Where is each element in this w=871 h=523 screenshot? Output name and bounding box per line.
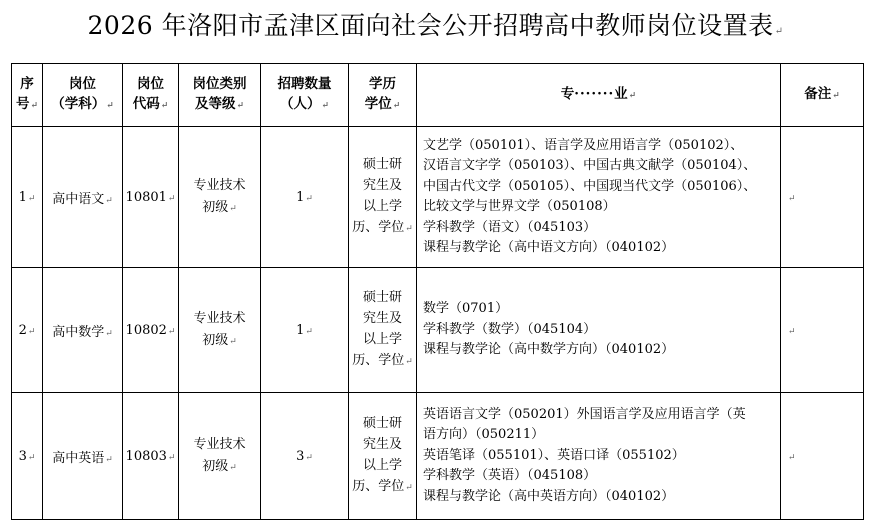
post-cell: 高中语文↵ — [43, 127, 123, 268]
note-cell: ↵ — [781, 268, 864, 393]
major-line: 数学（0701） — [423, 301, 509, 317]
major-line: 课程与教学论（高中英语方向）（040102） — [423, 488, 675, 504]
header-note: 备注↵ — [781, 64, 864, 127]
major-line: 英语笔译（055101）、英语口译（055102） — [423, 447, 685, 463]
major-line: 比较文学与世界文学（050108） — [423, 199, 616, 214]
header-row — [12, 64, 864, 127]
major-line: 中国古代文学（050105）、中国现当代文学（050106）、 — [423, 178, 757, 194]
count-cell: 1↵ — [261, 127, 349, 268]
major-line: 汉语言文字学（050103）、中国古典文献学（050104）、 — [423, 158, 757, 173]
header-education: 学历 学位↵ — [349, 64, 417, 127]
major-line: 语方向）（050211） — [423, 427, 545, 443]
education-cell: 硕士研 究生及 以上学 历、学位↵ — [349, 268, 417, 393]
table-row — [12, 393, 864, 520]
page-title: 2026 年洛阳市孟津区面向社会公开招聘高中教师岗位设置表↵ — [87, 11, 784, 40]
major-cell — [417, 127, 781, 268]
count-cell: 1↵ — [261, 268, 349, 393]
major-line: 学科教学（数学）（045104） — [423, 321, 597, 337]
header-post: 岗位 （学科）↵ — [43, 64, 123, 127]
note-cell: ↵ — [781, 127, 864, 268]
major-line: 学科教学（英语）（045108） — [423, 468, 597, 484]
category-cell: 专业技术 初级↵ — [179, 268, 261, 393]
seq-cell: 3↵ — [12, 393, 43, 520]
category-cell: 专业技术 初级↵ — [179, 127, 261, 268]
seq-cell: 1↵ — [12, 127, 43, 268]
code-cell: 10802↵ — [123, 268, 179, 393]
major-cell — [417, 393, 781, 520]
header-count: 招聘数量 （人）↵ — [261, 64, 349, 127]
code-cell: 10803↵ — [123, 393, 179, 520]
education-cell: 硕士研 究生及 以上学 历、学位↵ — [349, 393, 417, 520]
note-cell: ↵ — [781, 393, 864, 520]
header-code: 岗位 代码↵ — [123, 64, 179, 127]
position-table — [11, 63, 864, 520]
major-cell — [417, 268, 781, 393]
major-line: 文艺学（050101）、语言学及应用语言学（050102）、 — [423, 137, 744, 153]
major-line: 学科教学（语文）（045103） — [423, 219, 597, 235]
header-category: 岗位类别 及等级↵ — [179, 64, 261, 127]
education-cell: 硕士研 究生及 以上学 历、学位↵ — [349, 127, 417, 268]
header-major: 专·······业↵ — [417, 64, 781, 127]
table-row — [12, 268, 864, 393]
header-seq: 序 号↵ — [12, 64, 43, 127]
paragraph-mark-icon: ↵ — [774, 26, 784, 37]
major-line: 英语语言文学（050201）外国语言学及应用语言学（英 — [423, 406, 746, 422]
seq-cell: 2↵ — [12, 268, 43, 393]
code-cell: 10801↵ — [123, 127, 179, 268]
table-row — [12, 127, 864, 268]
post-cell: 高中数学↵ — [43, 268, 123, 393]
major-line: 课程与教学论（高中语文方向）（040102） — [423, 240, 675, 255]
post-cell: 高中英语↵ — [43, 393, 123, 520]
count-cell: 3↵ — [261, 393, 349, 520]
major-line: 课程与教学论（高中数学方向）（040102） — [423, 342, 675, 358]
category-cell: 专业技术 初级↵ — [179, 393, 261, 520]
